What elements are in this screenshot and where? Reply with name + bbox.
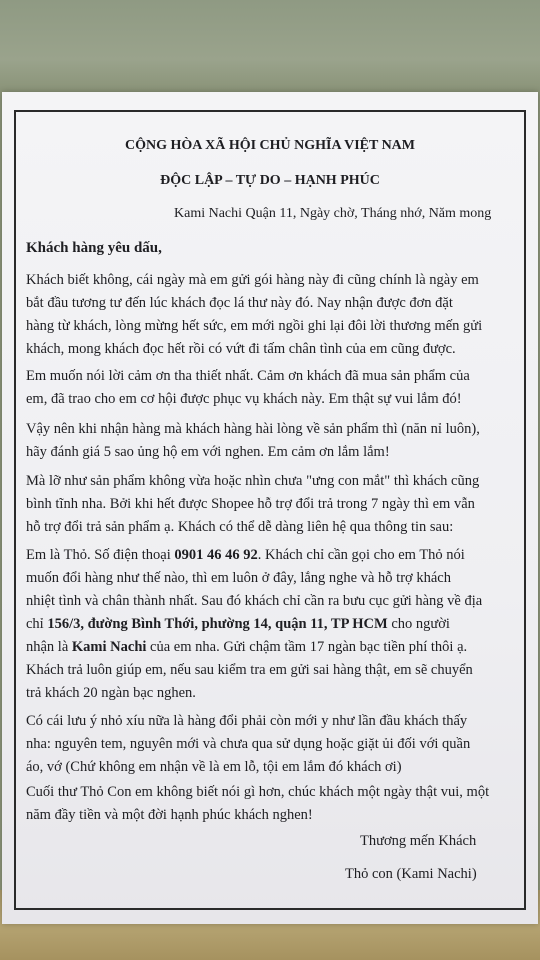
- text-segment: của em nha. Gửi chậm tầm 17 ngàn bạc tiền phí thôi ạ.: [146, 639, 468, 655]
- text-line: em, đã trao cho em cơ hội được phục vụ khách này. Em thật sự vui lắm đó!: [26, 391, 462, 407]
- text-line: khách, mong khách đọc hết rồi có vứt đi tấm chân tình của em cũng được.: [26, 341, 456, 357]
- text-line: Có cái lưu ý nhỏ xíu nữa là hàng đổi phải còn mới y như lần đầu khách thấy: [26, 713, 468, 729]
- text-line: nhiệt tình và chân thành nhất. Sau đó khách chỉ cần ra bưu cục gửi hàng về địa: [26, 593, 483, 609]
- country-heading: CỘNG HÒA XÃ HỘI CHỦ NGHĨA VIỆT NAM: [124, 138, 415, 153]
- text-line: áo, vớ (Chứ không em nhận về là em lỗ, tội em lắm đó khách ơi): [26, 759, 402, 775]
- text-segment: . Khách chỉ cần gọi cho em Thỏ nói: [257, 547, 465, 563]
- return-address: 156/3, đường Bình Thới, phường 14, quận 11, TP HCM: [47, 616, 388, 632]
- text-line: nha: nguyên tem, nguyên mới và chưa qua sử dụng hoặc giặt ủi đối với quần: [26, 736, 471, 752]
- text-segment: nhận là: [26, 639, 72, 655]
- text-line: năm đầy tiền và một đời hạnh phúc khách nghen!: [26, 807, 313, 823]
- paragraph-note: [26, 710, 470, 779]
- phone-number: 0901 46 46 92: [174, 547, 258, 563]
- paragraph-thanks: [26, 365, 470, 411]
- greeting: Khách hàng yêu dấu,: [26, 240, 162, 256]
- text-line: Vậy nên khi nhận hàng mà khách hàng hài lòng về sản phẩm thì (năn nỉ luôn),: [26, 421, 480, 437]
- text-line: Em muốn nói lời cảm ơn tha thiết nhất. Cảm ơn khách đã mua sản phẩm của: [26, 368, 470, 384]
- text-line: hỗ trợ đổi trả sản phẩm ạ. Khách có thể dễ dàng liên hệ qua thông tin sau:: [26, 519, 454, 535]
- text-line: bình tĩnh nha. Bởi khi hết được Shopee hỗ trợ đổi trả trong 7 ngày thì em vẫn: [26, 496, 475, 512]
- paragraph-exchange: [26, 470, 479, 539]
- recipient-name: Kami Nachi: [71, 639, 147, 655]
- text-line: muốn đổi hàng như thế nào, thì em luôn ở đây, lắng nghe và hỗ trợ khách: [26, 570, 451, 586]
- text-line: hãy đánh giá 5 sao ủng hộ em với nghen. Em cảm ơn lắm lắm!: [26, 444, 390, 460]
- paragraph-intro: [26, 269, 482, 361]
- motto-heading: ĐỘC LẬP – TỰ DO – HẠNH PHÚC: [160, 173, 380, 188]
- text-line: hàng từ khách, lòng mừng hết sức, em mới ngồi ghi lại đôi lời thương mến gửi: [26, 318, 483, 334]
- text-segment: chỉ: [26, 616, 48, 632]
- signature: Thỏ con (Kami Nachi): [345, 866, 477, 882]
- letter-paper: [2, 92, 538, 924]
- paragraph-contact: [26, 544, 482, 705]
- place-date: Kami Nachi Quận 11, Ngày chờ, Tháng nhớ, Năm mong: [174, 206, 492, 221]
- text-line: bắt đầu tương tư đến lúc khách đọc lá thư này đó. Nay nhận được đơn đặt: [26, 295, 453, 311]
- text-line: Mà lỡ như sản phẩm không vừa hoặc nhìn chưa "ưng con mắt" thì khách cũng: [26, 473, 480, 489]
- paragraph-closing: [26, 781, 489, 827]
- text-line: Cuối thư Thỏ Con em không biết nói gì hơn, chúc khách một ngày thật vui, một: [26, 784, 490, 800]
- closing-line: Thương mến Khách: [360, 833, 477, 849]
- text-line: trả khách 20 ngàn bạc nghen.: [26, 685, 196, 701]
- text-line: Khách trả luôn giúp em, nếu sau kiểm tra em gửi sai hàng thật, em sẽ chuyển: [26, 662, 473, 678]
- text-segment: Em là Thỏ. Số điện thoại: [26, 547, 175, 563]
- text-segment: cho người: [387, 616, 450, 632]
- text-line: Khách biết không, cái ngày mà em gửi gói hàng này đi cũng chính là ngày em: [26, 272, 479, 288]
- paragraph-rating: [26, 418, 480, 464]
